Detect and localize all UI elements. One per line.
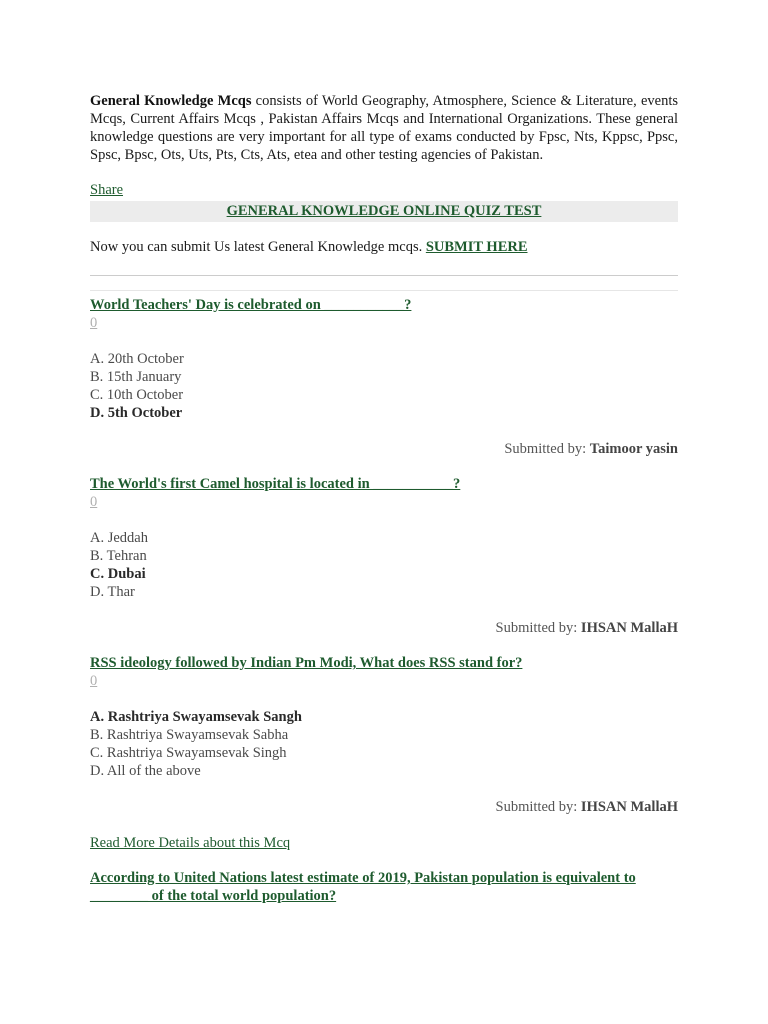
option-d-correct: D. 5th October bbox=[90, 405, 183, 421]
option-c-correct: C. Dubai bbox=[90, 566, 146, 582]
submitter-name: IHSAN MallaH bbox=[580, 799, 678, 815]
option-b: B. Tehran bbox=[90, 548, 147, 564]
quiz-banner bbox=[90, 201, 678, 222]
option-a-correct: A. Rashtriya Swayamsevak Sangh bbox=[90, 709, 302, 725]
question-line-2: ________ of the total world population? bbox=[90, 888, 337, 904]
options-list bbox=[90, 708, 678, 780]
option-b: B. 15th January bbox=[90, 369, 182, 385]
share-link[interactable]: Share bbox=[90, 182, 124, 198]
options-list bbox=[90, 350, 678, 422]
submitted-label: Submitted by: bbox=[495, 620, 581, 636]
submit-text: Now you can submit Us latest General Knowledge mcqs. bbox=[90, 239, 426, 255]
option-b: B. Rashtriya Swayamsevak Sabha bbox=[90, 727, 289, 743]
mcq-item bbox=[90, 654, 678, 816]
submitter-name: Taimoor yasin bbox=[589, 441, 678, 457]
option-a: A. Jeddah bbox=[90, 530, 148, 546]
read-more-link[interactable]: Read More Details about this Mcq bbox=[90, 835, 291, 851]
article-body bbox=[90, 92, 678, 905]
quiz-title-link[interactable]: GENERAL KNOWLEDGE ONLINE QUIZ TEST bbox=[226, 203, 542, 219]
submit-here-link[interactable]: SUBMIT HERE bbox=[425, 239, 528, 255]
divider bbox=[90, 290, 678, 291]
question-line-1: According to United Nations latest estimate of 2019, Pakistan population is equivalent to bbox=[90, 870, 636, 886]
answer-count[interactable]: 0 bbox=[90, 315, 98, 331]
option-c: C. Rashtriya Swayamsevak Singh bbox=[90, 745, 287, 761]
submitted-by bbox=[90, 440, 678, 458]
submitted-by bbox=[90, 619, 678, 637]
divider bbox=[90, 275, 678, 276]
submitted-label: Submitted by: bbox=[495, 799, 581, 815]
mcq-item bbox=[90, 296, 678, 458]
mcq-item bbox=[90, 475, 678, 637]
answer-count[interactable]: 0 bbox=[90, 494, 98, 510]
answer-count[interactable]: 0 bbox=[90, 673, 98, 689]
intro-paragraph bbox=[90, 92, 678, 164]
option-d: D. Thar bbox=[90, 584, 135, 600]
option-d: D. All of the above bbox=[90, 763, 201, 779]
option-a: A. 20th October bbox=[90, 351, 184, 367]
question-link[interactable]: RSS ideology followed by Indian Pm Modi, What does RSS stand for? bbox=[90, 655, 523, 671]
question-link[interactable] bbox=[90, 869, 678, 905]
options-list bbox=[90, 529, 678, 601]
mcq-item bbox=[90, 869, 678, 905]
submit-line bbox=[90, 238, 678, 256]
question-link[interactable]: The World's first Camel hospital is located in ___________? bbox=[90, 476, 461, 492]
submitted-label: Submitted by: bbox=[504, 441, 590, 457]
option-c: C. 10th October bbox=[90, 387, 184, 403]
intro-bold-title: General Knowledge Mcqs bbox=[90, 93, 252, 109]
intro-text: consists of World Geography, Atmosphere, Science & Literature, events Mcqs, Current Affairs Mcqs , Pakistan Affairs Mcqs and International Organizations. These general knowledge questions are very important for all type of exams conducted by Fpsc, Nts, Kppsc, Ppsc, Spsc, Bpsc, Ots, Uts, Pts, Cts, Ats, etea and other testing agencies of Pakistan. bbox=[90, 93, 678, 163]
submitted-by bbox=[90, 798, 678, 816]
submitter-name: IHSAN MallaH bbox=[580, 620, 678, 636]
question-link[interactable]: World Teachers' Day is celebrated on ___________? bbox=[90, 297, 412, 313]
